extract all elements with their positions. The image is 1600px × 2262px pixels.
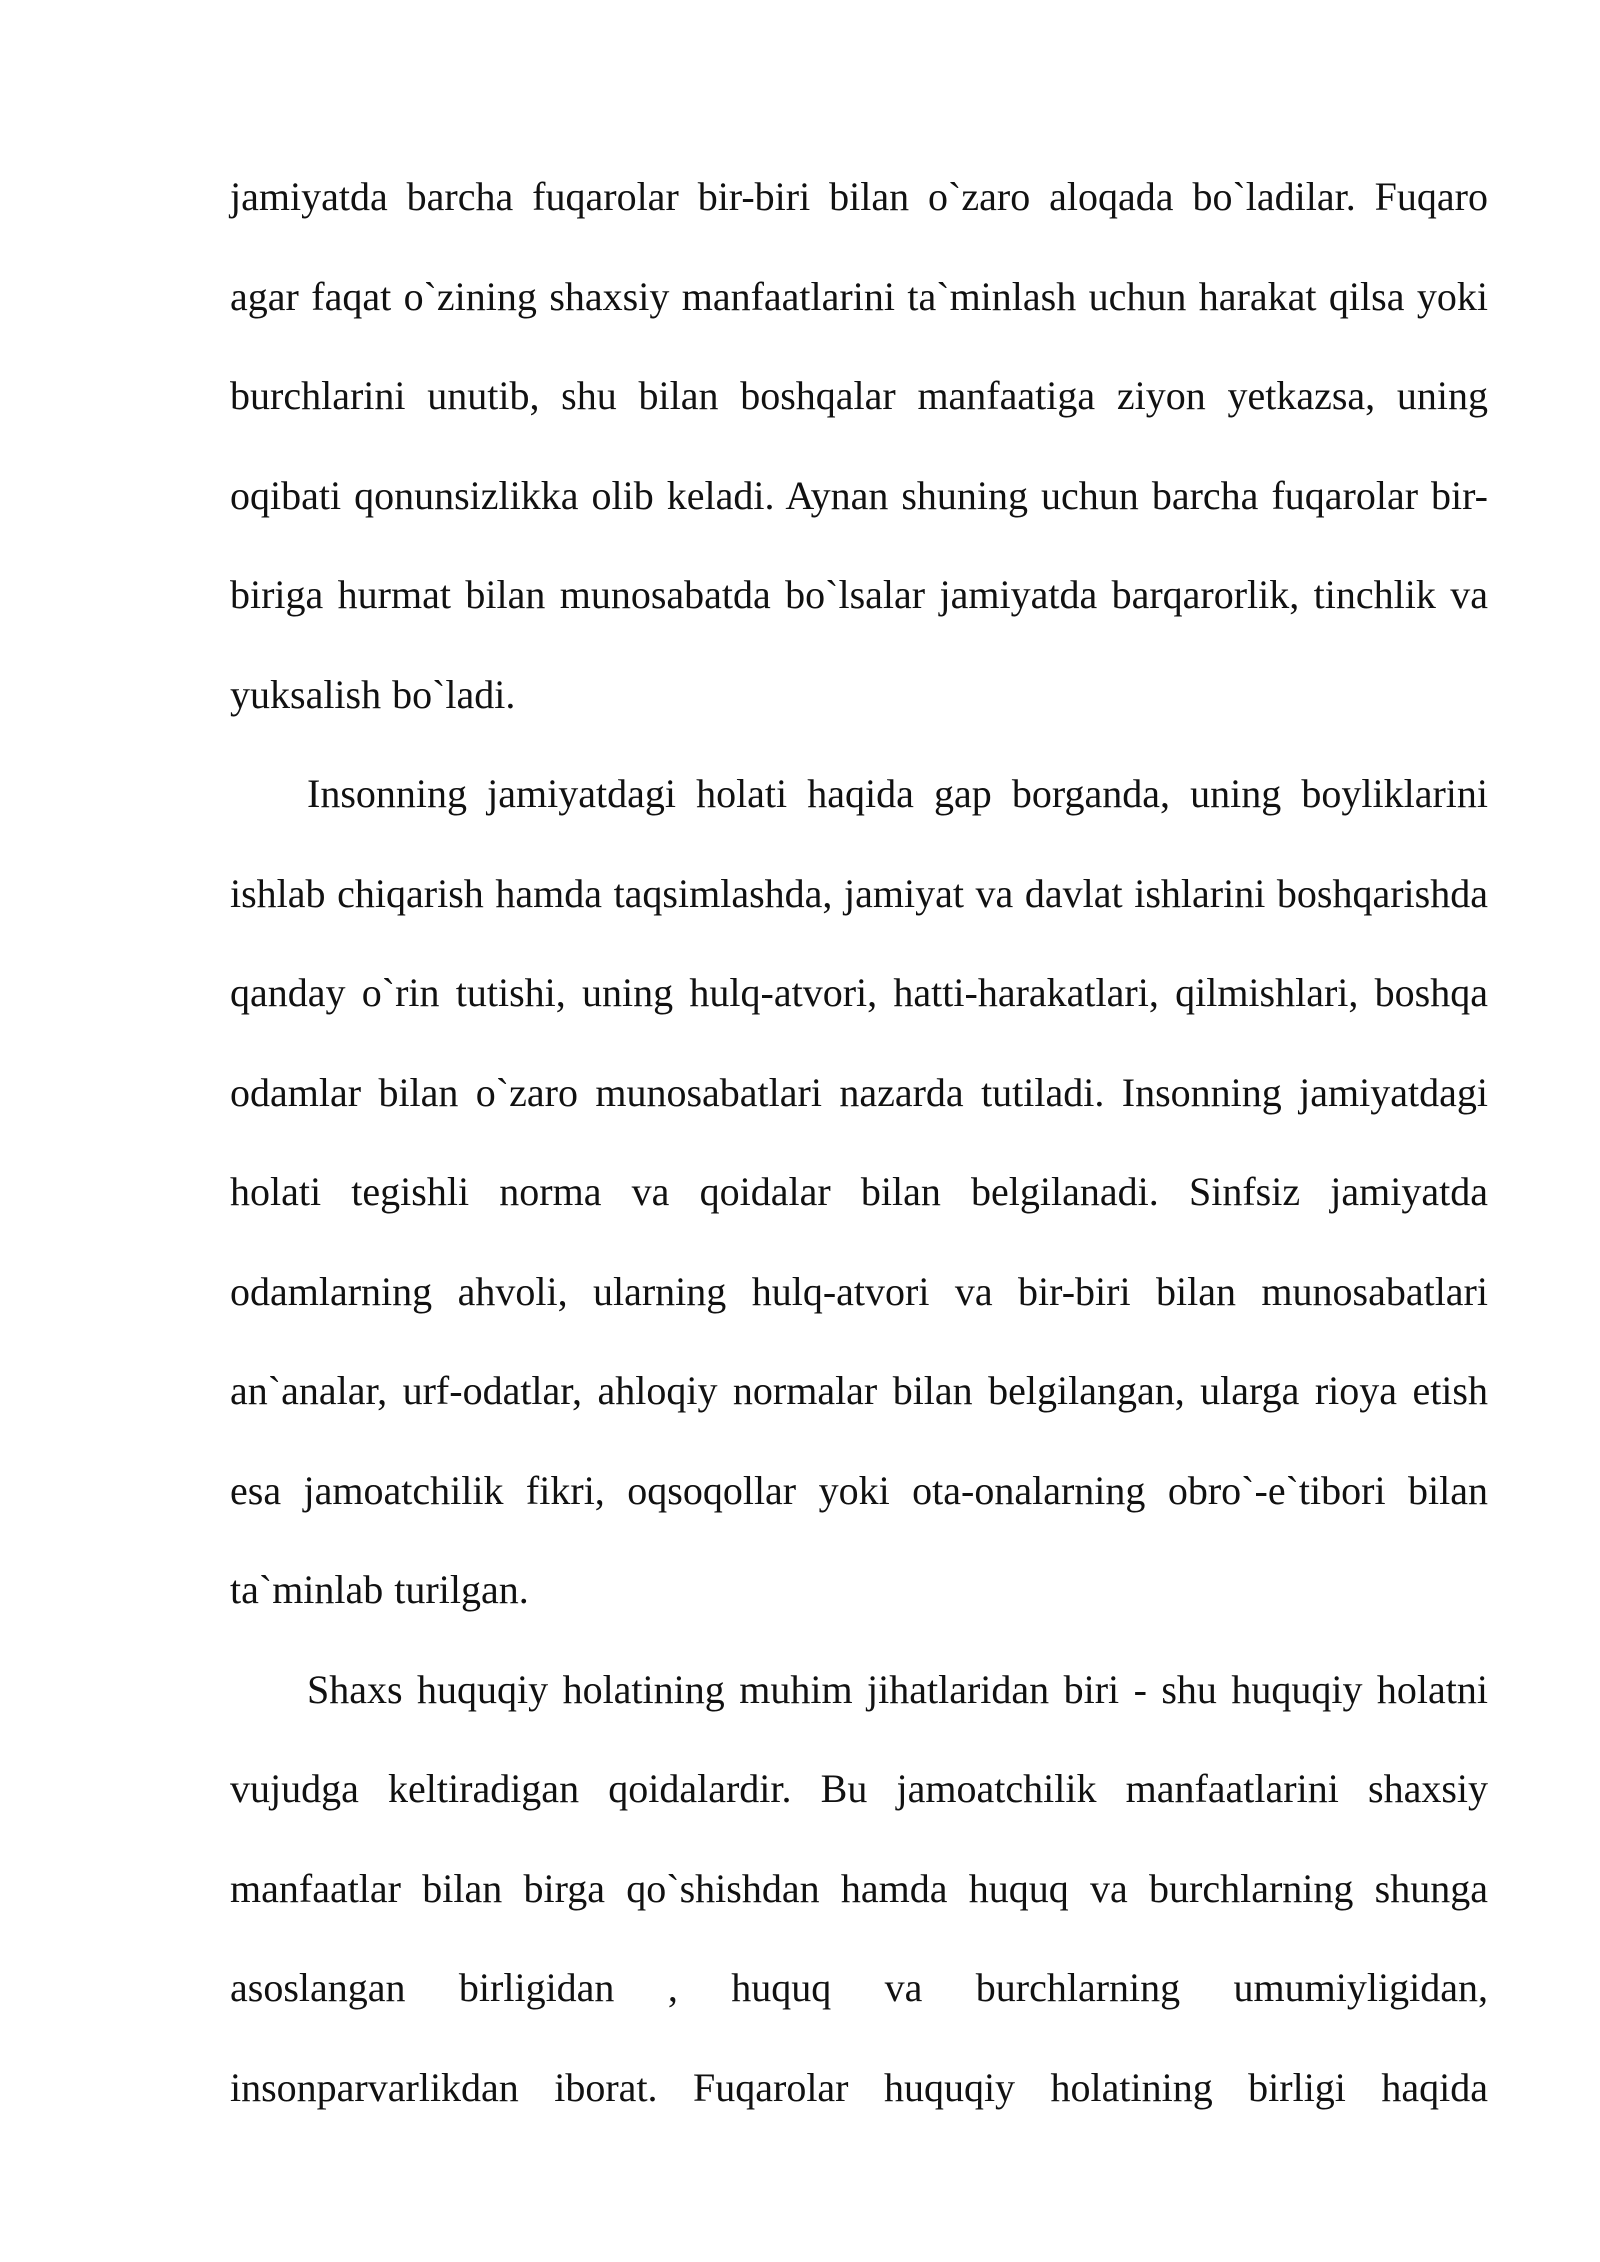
paragraph-2: Insonning jamiyatdagi holati haqida gap borganda, uning boyliklarini ishlab chiqarish hamda taqsimlashda, jamiyat va davlat ishlarini boshqarishda qanday o`rin tutishi, uning hulq-atvori, hatti-harakatlari, qilmishlari, boshqa odamlar bilan o`zaro munosabatlari nazarda tutiladi. Insonning jamiyatdagi holati tegishli norma va qoidalar bilan belgilanadi. Sinfsiz jamiyatda odamlarning ahvoli, ularning hulq-atvori va bir-biri bilan munosabatlari an`analar, urf-odatlar, ahloqiy normalar bilan belgilangan, ularga rioya etish esa jamoatchilik fikri, oqsoqollar yoki ota-onalarning obro`-e`tibori bilan ta`minlab turilgan. [230,771,1488,1612]
document-page [230,147,1488,2137]
paragraph-1: jamiyatda barcha fuqarolar bir-biri bilan o`zaro aloqada bo`ladilar. Fuqaro agar faqat o`zining shaxsiy manfaatlarini ta`minlash uchun harakat qilsa yoki burchlarini unutib, shu bilan boshqalar manfaatiga ziyon yetkazsa, uning oqibati qonunsizlikka olib keladi. Aynan shuning uchun barcha fuqarolar bir-biriga hurmat bilan munosabatda bo`lsalar jamiyatda barqarorlik, tinchlik va yuksalish bo`ladi. [230,174,1488,717]
paragraph-3: Shaxs huquqiy holatining muhim jihatlaridan biri - shu huquqiy holatni vujudga keltiradigan qoidalardir. Bu jamoatchilik manfaatlarini shaxsiy manfaatlar bilan birga qo`shishdan hamda huquq va burchlarning shunga asoslangan birligidan , huquq va burchlarning umumiyligidan, insonparvarlikdan iborat. Fuqarolar huquqiy holatining birligi haqida [230,1666,1488,2110]
